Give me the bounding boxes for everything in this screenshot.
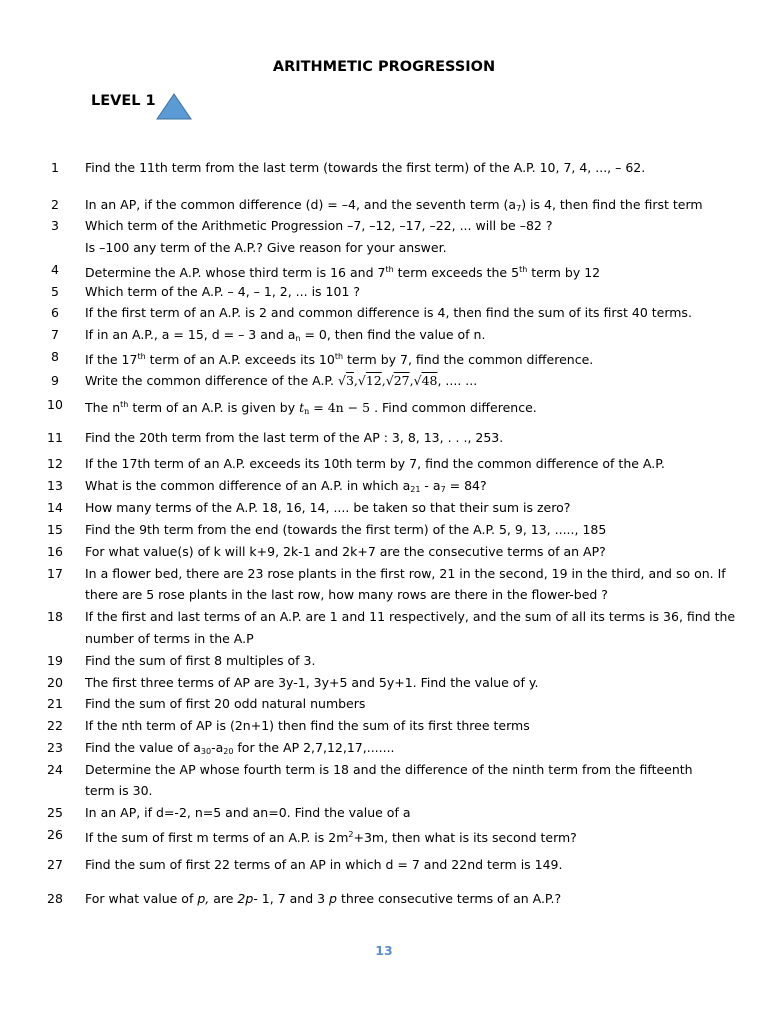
text-part: If the 17 xyxy=(85,352,138,367)
question-number: 9 xyxy=(51,373,59,388)
question-number: 5 xyxy=(51,284,59,299)
question-number: 10 xyxy=(47,397,63,412)
question-number: 20 xyxy=(47,675,63,690)
question-number: 21 xyxy=(47,696,63,711)
variable: p, xyxy=(197,891,210,906)
formula: $t_n = 4n - 5$ xyxy=(299,400,371,416)
question-number: 3 xyxy=(51,218,59,233)
question-text xyxy=(85,824,725,849)
question-text xyxy=(85,346,725,371)
question-number: 13 xyxy=(47,478,63,493)
text-part: term by 7, find the common difference. xyxy=(343,352,594,367)
subscript: 7 xyxy=(440,485,446,494)
question-number: 24 xyxy=(47,762,63,777)
text-part: For what value of xyxy=(85,891,198,906)
question-text: If the first and last terms of an A.P. are 1 and 11 respectively, and the sum of all its terms is 36, find the xyxy=(85,609,736,624)
text-part: term by 12 xyxy=(527,265,601,280)
question-text: How many terms of the A.P. 18, 16, 14, .... be taken so that their sum is zero? xyxy=(85,500,571,515)
text-part: ) is 4, then find the first term xyxy=(521,197,703,212)
text-part: - a xyxy=(420,478,441,493)
question-text: number of terms in the A.P xyxy=(85,631,254,646)
question-text: Is –100 any term of the A.P.? Give reason for your answer. xyxy=(85,240,447,255)
text-part: If in an A.P., a = 15, d = – 3 and a xyxy=(85,327,296,342)
superscript: th xyxy=(137,352,146,361)
question-number: 18 xyxy=(47,609,63,624)
question-number: 28 xyxy=(47,891,63,906)
question-text: term is 30. xyxy=(85,783,153,798)
question-number: 26 xyxy=(47,827,63,842)
superscript: th xyxy=(334,352,344,361)
text-part: Write the common difference of the A.P. xyxy=(85,373,338,388)
text-part: term of an A.P. is given by xyxy=(128,400,300,415)
subscript: 21 xyxy=(410,485,421,494)
question-text: If the 17th term of an A.P. exceeds its 10th term by 7, find the common difference of the A.P. xyxy=(85,456,665,471)
text-part: Find the value of a xyxy=(85,740,201,755)
question-number: 16 xyxy=(47,544,63,559)
page-title: ARITHMETIC PROGRESSION xyxy=(272,59,496,75)
text-part: In an AP, if the common difference (d) = –4, and the seventh term (a xyxy=(85,197,517,212)
question-text: Find the sum of first 20 odd natural numbers xyxy=(85,696,366,711)
question-number: 2 xyxy=(51,197,59,212)
text-part: term of an A.P. exceeds its 10 xyxy=(145,352,335,367)
text-part: . Find common difference. xyxy=(370,400,537,415)
question-text: The first three terms of AP are 3y-1, 3y+5 and 5y+1. Find the value of y. xyxy=(85,675,539,690)
question-number: 27 xyxy=(47,857,63,872)
text-part: - 1, 7 and 3 xyxy=(253,891,330,906)
text-part: are xyxy=(209,891,238,906)
text-part: Determine the A.P. whose third term is 16 and 7 xyxy=(85,265,386,280)
question-number: 8 xyxy=(51,349,59,364)
question-number: 25 xyxy=(47,805,63,820)
question-text xyxy=(85,888,725,910)
superscript: th xyxy=(120,400,129,409)
sqrt-term: √3,√12,√27,√48 xyxy=(337,373,438,388)
text-part: three consecutive terms of an A.P.? xyxy=(336,891,562,906)
question-text: Find the sum of first 22 terms of an AP in which d = 7 and 22nd term is 149. xyxy=(85,857,563,872)
triangle-icon xyxy=(156,93,192,120)
superscript: th xyxy=(385,265,394,274)
question-number: 23 xyxy=(47,740,63,755)
text-part: What is the common difference of an A.P. in which a xyxy=(85,478,411,493)
question-text: If the first term of an A.P. is 2 and common difference is 4, then find the sum of its first 40 terms. xyxy=(85,305,692,320)
superscript: th xyxy=(519,265,528,274)
expression: 2p xyxy=(237,891,254,906)
subscript: 30 xyxy=(200,747,212,756)
question-number: 11 xyxy=(47,430,63,445)
question-text xyxy=(85,259,725,284)
text-part: If the sum of first m terms of an A.P. is 2m xyxy=(85,830,349,845)
subscript: 20 xyxy=(223,747,234,756)
question-number: 12 xyxy=(47,456,63,471)
question-text: In an AP, if d=-2, n=5 and an=0. Find the value of a xyxy=(85,805,411,820)
question-text: If the nth term of AP is (2n+1) then find the sum of its first three terms xyxy=(85,718,530,733)
question-number: 14 xyxy=(47,500,63,515)
subscript: 7 xyxy=(516,204,522,213)
question-number: 4 xyxy=(51,262,59,277)
question-number: 19 xyxy=(47,653,63,668)
question-text: In a flower bed, there are 23 rose plants in the first row, 21 in the second, 19 in the third, and so on. If xyxy=(85,566,726,581)
subscript: n xyxy=(295,334,301,343)
question-number: 17 xyxy=(47,566,63,581)
question-number: 15 xyxy=(47,522,63,537)
question-text: Find the 9th term from the end (towards the first term) of the A.P. 5, 9, 13, ....., 185 xyxy=(85,522,607,537)
question-text xyxy=(85,370,725,392)
question-number: 7 xyxy=(51,327,59,342)
superscript: 2 xyxy=(348,830,354,839)
text-part: +3m, then what is its second term? xyxy=(353,830,577,845)
text-part: -a xyxy=(211,740,224,755)
page-number: 13 xyxy=(375,943,393,958)
question-text: Determine the AP whose fourth term is 18 and the difference of the ninth term from the fifteenth xyxy=(85,762,693,777)
question-number: 6 xyxy=(51,305,59,320)
question-text xyxy=(85,394,725,423)
variable: p xyxy=(329,891,337,906)
question-text: Find the sum of first 8 multiples of 3. xyxy=(85,653,316,668)
question-text: Find the 20th term from the last term of the AP : 3, 8, 13, . . ., 253. xyxy=(85,430,504,445)
question-text: Find the 11th term from the last term (towards the first term) of the A.P. 10, 7, 4, ..., – 62. xyxy=(85,160,646,175)
text-part: The n xyxy=(85,400,121,415)
question-text: Which term of the Arithmetic Progression –7, –12, –17, –22, ... will be –82 ? xyxy=(85,218,553,233)
text-part: , .... ... xyxy=(437,373,478,388)
question-text: Which term of the A.P. – 4, – 1, 2, ... is 101 ? xyxy=(85,284,360,299)
level-heading: LEVEL 1 xyxy=(91,93,156,109)
question-text: there are 5 rose plants in the last row, how many rows are there in the flower-bed ? xyxy=(85,587,608,602)
text-part: = 84? xyxy=(445,478,487,493)
question-number: 1 xyxy=(51,160,59,175)
text-part: term exceeds the 5 xyxy=(393,265,520,280)
question-number: 22 xyxy=(47,718,63,733)
question-text: For what value(s) of k will k+9, 2k-1 and 2k+7 are the consecutive terms of an AP? xyxy=(85,544,606,559)
text-part: for the AP 2,7,12,17,....... xyxy=(233,740,395,755)
text-part: = 0, then find the value of n. xyxy=(300,327,486,342)
